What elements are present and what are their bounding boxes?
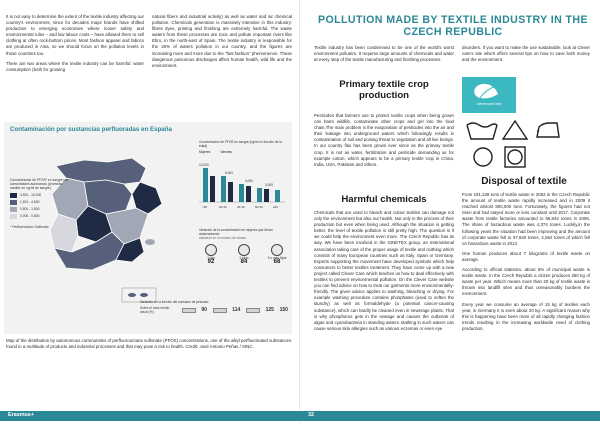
breastfeeding-panel — [199, 228, 289, 264]
bar-value-label: 10,000 — [199, 163, 209, 167]
page-number: 32 — [308, 412, 314, 418]
face-icon — [238, 244, 250, 256]
bar — [239, 184, 244, 202]
erasmus-brand: Erasmus+ — [8, 412, 34, 418]
face-label: 1 hijo — [207, 256, 215, 260]
legend-row — [10, 207, 70, 212]
bar — [275, 190, 280, 202]
left-column-1 — [6, 14, 144, 77]
infographic-title: Contaminación por sustancias perfluoradas en España — [10, 126, 172, 133]
age-label: <30 — [202, 205, 208, 209]
infographic-caption: Map of the distribution by autonomous communities of perfluorooctane sulfonate (PFOS) concentrations, one of the alkyl perfluorinated substances found in a multitude of products and industrial processes and that may pose a risk to health. Credit: José Antonio Peñas / SINC. — [6, 338, 292, 350]
age-bars-panel — [199, 140, 285, 218]
col2-top-text: disorders. If you want to make the use sustainable, look at Clever care's site which offers several tips on how to save both money and the environment. — [462, 45, 590, 63]
disposal-paragraph: According to official statistics, about 8% of municipal waste is textile waste. In the Czech Republic a citizen produces 250 kg of waste per year. Which means more than 20 kg of textile waste is thrown into landfill sites and thus unreasonably burdens the environment. — [462, 267, 590, 297]
bars-group-women: Mujeres — [199, 150, 211, 154]
wash-icon — [467, 123, 497, 139]
face-label: 2 hijos — [239, 256, 249, 260]
legend-title: Concentración de PFOS* en sangre por comunidades autónomas (promedio medial, en ng/ml de sangre) — [10, 178, 69, 191]
tumble-dry-icon — [505, 147, 525, 167]
legend-swatch — [10, 214, 17, 219]
bars-title: Concentración de PFOS en sangre (ng/ml en función de la edad) — [199, 140, 282, 148]
legend-note: * Perfluoroctano Sulfonato — [10, 224, 49, 229]
bar — [246, 186, 251, 202]
face-value: 84 — [240, 259, 248, 265]
right-column-2-top — [462, 45, 590, 67]
legend-row — [10, 193, 70, 198]
page-title: POLLUTION MADE BY TEXTILE INDUSTRY IN THE CZECH REPUBLIC — [318, 14, 588, 38]
disposal-text-block — [462, 192, 590, 336]
bar-value-label: 6,000 — [225, 171, 233, 175]
face-item — [232, 244, 256, 264]
right-column-1 — [314, 45, 454, 67]
legend-swatch — [10, 207, 17, 212]
age-label: ≥60 — [273, 205, 278, 209]
faces-title: Variación de la concentración en mujeres que llevan amamantando — [199, 228, 273, 236]
chem-text-block — [314, 210, 454, 336]
legend-label: 4,501 - 10,000 — [20, 193, 42, 197]
bottom-bar — [182, 308, 196, 313]
age-label: 40-49 — [237, 205, 245, 209]
disposal-paragraph: Every year we consume an average of 15 kg of textiles each year, in Germany it is even about 20 kg. A significant reason why this is happening have been more of all rapidly changing fashion trends resulting in the increasing worldwide need of clothing production. — [462, 301, 590, 331]
bottom-number: 90 — [201, 307, 207, 313]
face-value: 92 — [207, 259, 215, 265]
textile-care-symbols — [463, 117, 585, 169]
disposal-paragraph: From 191,228 tons of textile waste in 2002 in the Czech Republic the amount of textile waste rapidly increased and in 2009 it reached almost 800,000 tons. Fortunately, the figures had not risen and had stayed more or less constant until 2017. Corporate waste from textile factories amounted to 66,844 tones in 2006. The share of hazardous waste was 4,374 tones. Luckily,in the following years the situation had been improving and the amount of corporate waste fell to 37,840 tones, 2,562 tones of which fell on hazardous waste in 2013. — [462, 192, 590, 246]
crop-text: Pesticides that farmers use to protect textile crops when being grown can harm wildlife, contaminate other crops and get into the food chain.The main problem is the evaporation of pesticides into the air and their leakage into underground waters which followingly results in contamination of soil and poising threat to vegetation and all live beings. In our country flax has been grown ever since as the primary textile crop. It is not as water, fertilization and pesticide demanding as for example cotton, which appears to be a primary textile crop in China, India, USA, Pakistan and others. — [314, 113, 454, 167]
bar-value-label: 4,000 — [245, 179, 253, 183]
legend-label: 0,000 - 0,800 — [20, 214, 40, 218]
pfos-infographic — [4, 122, 292, 334]
left-footer-bar — [0, 411, 300, 421]
bleach-icon — [503, 121, 527, 139]
crop-text-block — [314, 113, 454, 172]
intro-paragraph-2: There are two areas where the textile industry can be harmful: water consumption (both for growing — [6, 60, 144, 72]
legend-row — [10, 200, 70, 205]
bar — [210, 176, 215, 202]
heading-crop-production: Primary textile crop production — [339, 79, 429, 101]
map-legend — [10, 178, 70, 229]
bottom-bar — [213, 308, 227, 313]
bar-value-label: 3,000 — [265, 183, 273, 187]
legend-label: 1,501 - 4,500 — [20, 200, 40, 204]
bars-group-men: Varones — [220, 150, 232, 154]
bar — [203, 168, 208, 202]
bottom-label: Variación en la función del consumo de pescado — [140, 300, 209, 304]
age-bars-svg — [199, 154, 285, 210]
face-item — [199, 244, 223, 264]
bar — [221, 176, 226, 202]
iron-icon — [537, 123, 559, 137]
bottom-row — [140, 306, 288, 314]
clevercare-logo — [462, 77, 516, 113]
balearic-islands — [145, 239, 155, 245]
faces-subtitle: variación en el número de meses — [199, 236, 246, 240]
bar — [257, 188, 262, 202]
faces-row — [199, 244, 289, 264]
bar — [228, 182, 233, 202]
heading-disposal: Disposal of textile — [481, 176, 567, 187]
bottom-number: 150 — [279, 307, 288, 313]
right-footer-bar — [300, 411, 600, 421]
bottom-bar — [246, 308, 260, 313]
chem-text: Chemicals that are used to bleach and colour textiles can damage not only the environment but also our health. Not only in the process of their production but even when being used. Although the situation is getting better, the level of textile pollution is still pretty high. The question is if we could help the environment even more. The Czech Republic has its way. We have been involved in the GINETEX group, an International association taking care of the proper usage of textile and clothing which consists of many European countries such as Italy, Spain or Germany. Experts supporting the movement have developed symbols which help consumers to better textiles treatment. They have come up with a new project called Clever Care which teaches us how to deal effectively with textiles to prevent environmental pollution. On the Clever Care website you can find advice on how to treat our garments more environmentally-friendly. The given advice applies to washing, bleaching or drying. For example washing procedure contains phosphates (used to soften the laundry) as well as formaldehyde (a potential cancer-causing substance), which can hardly be cleaned even in sewerage plants. That is why phosphorus gets in the sewage and causes the outbreak of algae and cyanobacteria in standing waters. Bathing in such waters can cause serious skin allergies such as various eczemas or even eye — [314, 210, 454, 331]
fish-consumption-panel — [140, 300, 288, 314]
legend-row — [10, 214, 70, 219]
face-icon — [205, 244, 217, 256]
legend-swatch — [10, 200, 17, 205]
legend-label: 0,801 - 1,500 — [20, 207, 40, 211]
face-label: 3 o más hijos — [267, 256, 287, 260]
bottom-row-label: Sobre el valor medio anual (%) — [140, 306, 170, 314]
intro-paragraph-1: It is not easy to determine the extent of the textile industry affecting our country's environment, since for decades major brands have shifted production to emerging economies where looser safety and environmental rules – and low labour costs – have allowed them to sell clothing at often rock-bottom prices. Most fashion apparel and fabrics are produced in Asia, so we should focus on the pollution levels in those countries too. — [6, 14, 144, 56]
face-value: 68 — [273, 259, 281, 265]
bar — [264, 189, 269, 202]
legend-swatch — [10, 193, 17, 198]
face-icon — [271, 244, 283, 256]
bottom-number: 125 — [265, 307, 274, 313]
age-label: 50-59 — [255, 205, 263, 209]
intro-text: Textile industry has been condemned to be one of the world's worst environment polluters. It requires large amounts of chemicals and water at every step of the textile manufacturing and finishing processes. — [314, 45, 454, 63]
bottom-number: 114 — [232, 307, 241, 313]
face-item — [265, 244, 289, 264]
heading-harmful-chemicals: Harmful chemicals — [341, 194, 427, 205]
dryclean-icon — [474, 148, 492, 166]
disposal-paragraph: One human produces about 7 kilograms of textile waste on average. — [462, 250, 590, 262]
clevercare-leaf-icon — [468, 82, 510, 100]
clevercare-label: clevercare.info — [476, 102, 502, 106]
col2-paragraph: natural fibers and industrial activity) as well as water and air chemical pollution. Chemicals generation is massively intensive in this industry: fibres dyes, printing and finishing are extremely harmful. The waste waters from these processes are toxic and pollute important rivers like Ebro, in the north-east of Spain. The textile industry is responsible for the 25% of waters pollution in our country, and the figures are increasing more and more due to the "fast fashion" phenomenon. These dangerous poisonous discharges affect human health, wild life and the environment. — [152, 14, 292, 68]
left-column-2 — [152, 14, 292, 73]
age-label: 30-39 — [219, 205, 227, 209]
